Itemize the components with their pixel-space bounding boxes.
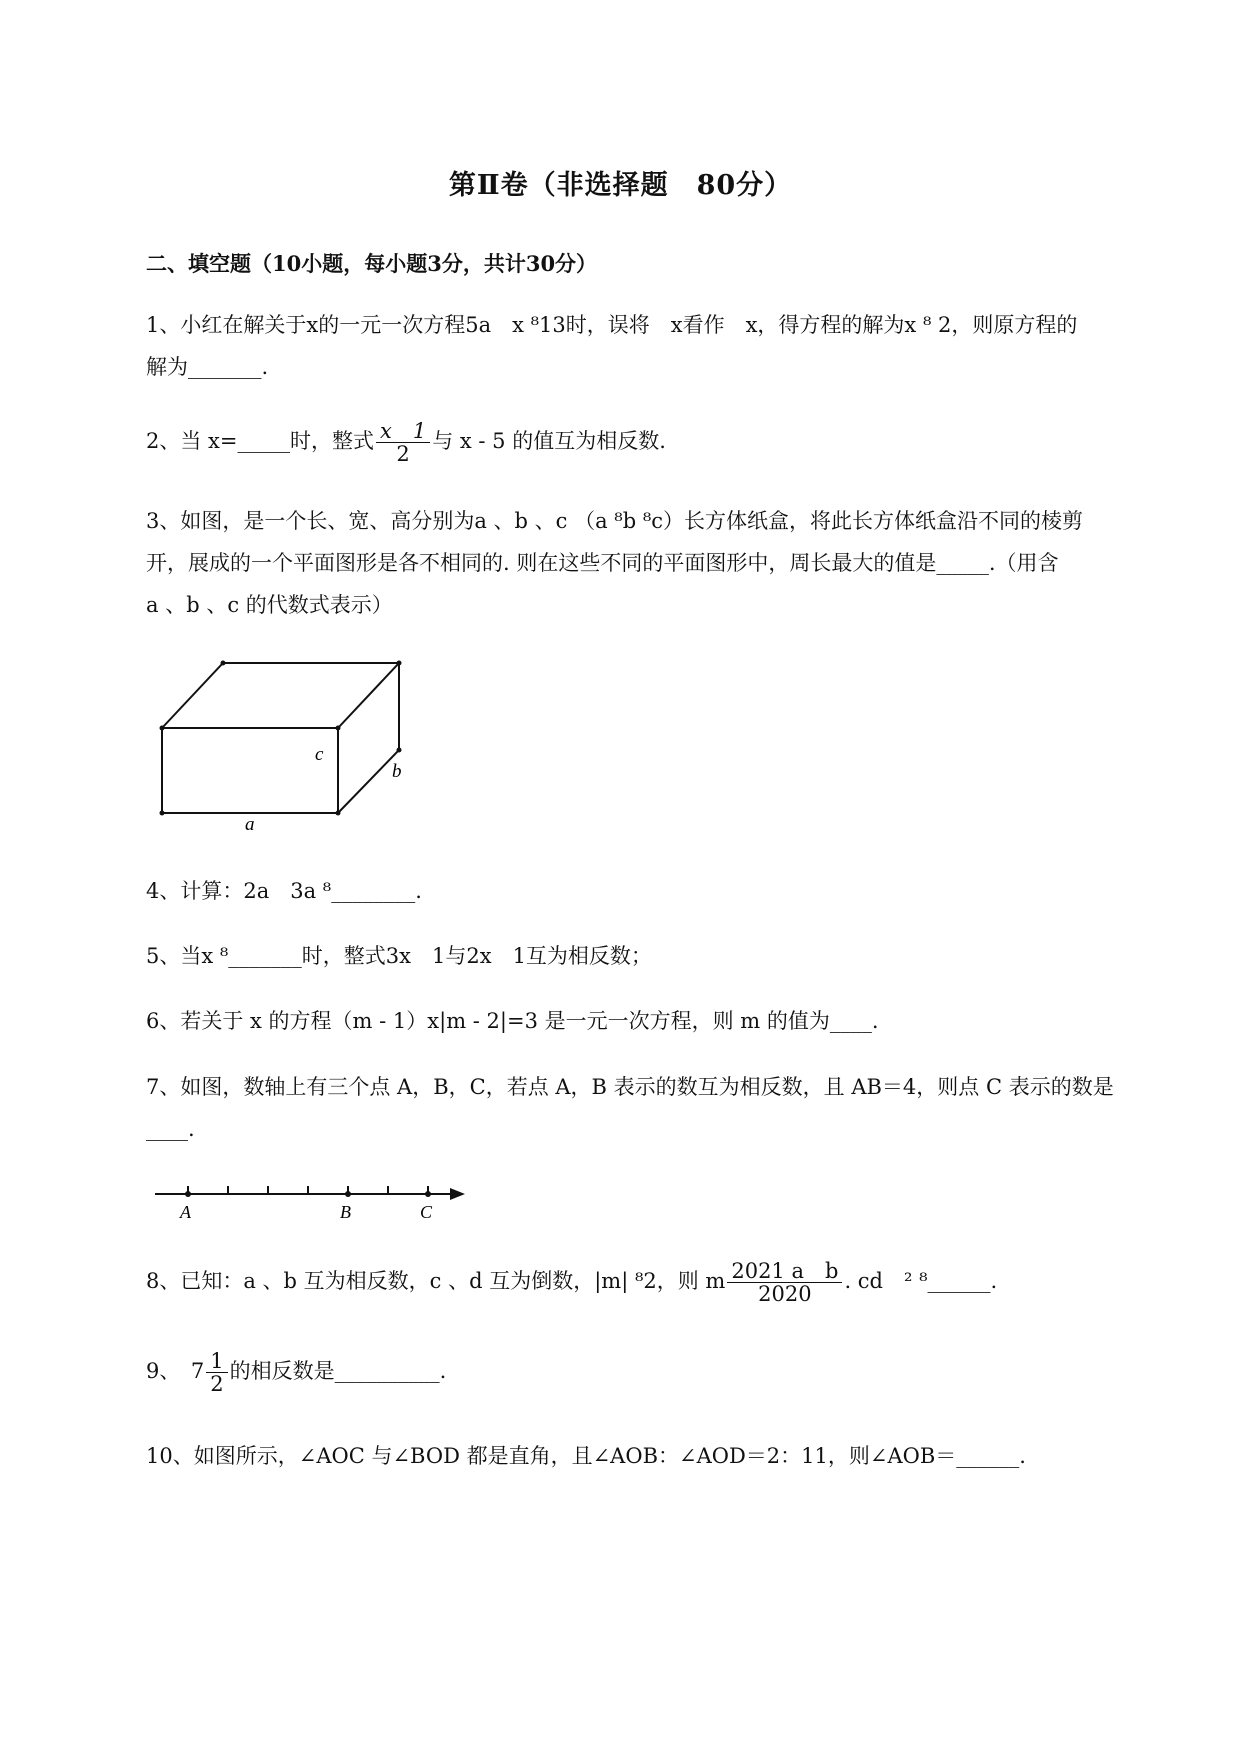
fraction-numerator: x 1 <box>376 420 430 443</box>
point-a-label: A <box>180 1202 191 1222</box>
section-heading: 二、填空题（10小题，每小题3分，共计30分） <box>146 251 598 276</box>
question-1-line-2: 解为_______. <box>146 355 269 379</box>
label-c: c <box>315 744 324 765</box>
fraction-denominator: 2 <box>396 442 410 466</box>
question-7-line-1: 7、如图，数轴上有三个点 A，B，C，若点 A，B 表示的数互为相反数，且 AB＝4，则点 C 表示的数是 <box>146 1075 1114 1099</box>
cuboid-side-face <box>338 663 399 813</box>
question-6: 6、若关于 x 的方程（m - 1）x|m - 2|=3 是一元一次方程，则 m 的值为____. <box>146 1009 879 1033</box>
question-3-line-1: 3、如图，是一个长、宽、高分别为a 、b 、c （a ⁸b ⁸c）长方体纸盒，将此长方体纸盒沿不同的棱剪 <box>146 509 1084 533</box>
label-a: a <box>245 814 255 830</box>
question-9-suffix: 的相反数是__________. <box>229 1359 447 1383</box>
question-3-line-2: 开，展成的一个平面图形是各不相同的. 则在这些不同的平面图形中，周长最大的值是_____.（用含 <box>146 551 1059 575</box>
question-2 <box>146 420 1156 465</box>
point-b-label: B <box>340 1202 351 1222</box>
question-8-prefix: 8、已知：a 、b 互为相反数，c 、d 互为倒数，|m| ⁸2，则 m <box>146 1269 726 1293</box>
fraction-denominator: 2020 <box>758 1282 812 1306</box>
question-9-prefix: 9、 7 <box>146 1359 205 1383</box>
question-4: 4、计算：2a 3a ⁸________. <box>146 879 422 903</box>
question-8 <box>146 1260 1156 1305</box>
fraction-numerator: 2021 a b <box>727 1260 842 1283</box>
question-8-suffix: . cd ² ⁸______. <box>844 1269 998 1293</box>
cuboid-front-face <box>162 728 338 813</box>
question-2-fraction <box>376 420 430 465</box>
question-9 <box>146 1350 1156 1395</box>
label-b: b <box>392 761 402 782</box>
fraction-denominator: 2 <box>210 1372 224 1396</box>
page-title: 第Ⅱ卷（非选择题 80分） <box>448 170 793 201</box>
cuboid-top-face <box>162 663 399 728</box>
question-9-fraction <box>206 1350 227 1395</box>
question-5: 5、当x ⁸_______时，整式3x 1与2x 1互为相反数； <box>146 944 652 968</box>
point-c-label: C <box>420 1202 433 1222</box>
question-3-line-3: a 、b 、c 的代数式表示） <box>146 593 393 617</box>
cuboid-figure <box>150 655 430 830</box>
question-1-line-1: 1、小红在解关于x的一元一次方程5a x ⁸13时，误将 x看作 x，得方程的解为x ⁸ 2，则原方程的 <box>146 313 1078 337</box>
question-10: 10、如图所示，∠AOC 与∠BOD 都是直角，且∠AOB：∠AOD＝2：11，则∠AOB＝______. <box>146 1444 1026 1468</box>
question-2-suffix: 与 x - 5 的值互为相反数. <box>432 429 666 453</box>
question-2-prefix: 2、当 x=_____时，整式 <box>146 429 374 453</box>
fraction-numerator: 1 <box>206 1350 227 1373</box>
question-7-line-2: ____. <box>146 1117 195 1141</box>
arrow-icon <box>450 1188 465 1200</box>
question-8-fraction <box>727 1260 842 1305</box>
number-line-figure <box>150 1180 470 1230</box>
